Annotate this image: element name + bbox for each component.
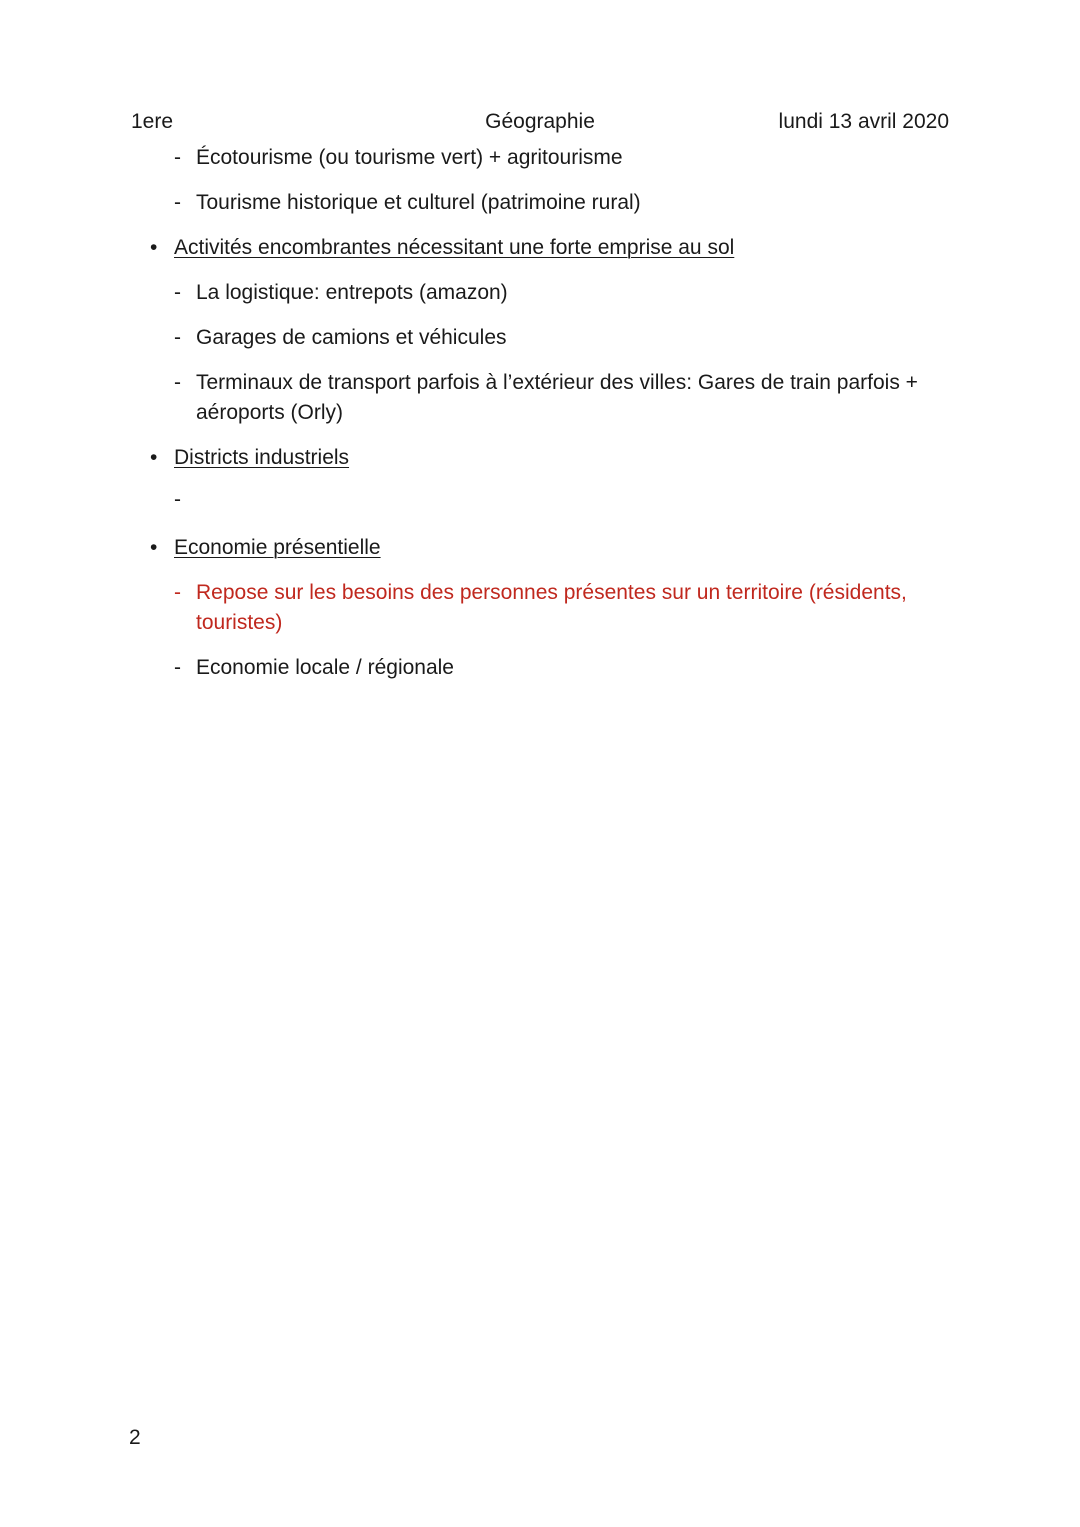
list-item-text: La logistique: entrepots (amazon) xyxy=(196,281,508,304)
dash-marker: - xyxy=(174,656,181,679)
section-heading-presential-economy xyxy=(150,533,381,563)
list-item-terminals xyxy=(174,368,954,428)
dash-marker: - xyxy=(174,371,181,394)
class-level: 1ere xyxy=(131,110,174,133)
list-item-local-economy xyxy=(174,653,954,683)
section-heading-text: Economie présentielle xyxy=(174,536,381,559)
bullet-marker: • xyxy=(150,236,158,259)
list-item-text: Repose sur les besoins des personnes présentes sur un territoire (résidents, touristes) xyxy=(196,581,907,634)
date: lundi 13 avril 2020 xyxy=(778,110,949,133)
list-item-text: Economie locale / régionale xyxy=(196,656,454,679)
dash-marker: - xyxy=(174,581,181,604)
section-heading-industrial-districts xyxy=(150,443,349,473)
dash-marker: - xyxy=(174,146,181,169)
dash-marker: - xyxy=(174,281,181,304)
dash-marker: - xyxy=(174,488,181,511)
dash-marker: - xyxy=(174,326,181,349)
list-item-empty xyxy=(174,485,954,515)
section-heading-bulky-activities xyxy=(150,233,734,263)
dash-marker: - xyxy=(174,191,181,214)
list-item-text: Terminaux de transport parfois à l’extérieur des villes: Gares de train parfois + aéroports (Orly) xyxy=(196,371,918,424)
list-item-text: Tourisme historique et culturel (patrimoine rural) xyxy=(196,191,641,214)
page-number: 2 xyxy=(129,1426,141,1449)
subject-title: Géographie xyxy=(485,110,595,133)
section-heading-text: Activités encombrantes nécessitant une forte emprise au sol xyxy=(174,236,735,259)
list-item-garages xyxy=(174,323,954,353)
section-heading-text: Districts industriels xyxy=(174,446,350,469)
list-item-text xyxy=(196,485,954,515)
bullet-marker: • xyxy=(150,446,158,469)
list-item-ecotourism xyxy=(174,143,954,173)
list-item-text: Écotourisme (ou tourisme vert) + agritourisme xyxy=(196,146,623,169)
bullet-marker: • xyxy=(150,536,158,559)
list-item-presential-definition xyxy=(174,578,954,638)
list-item-historic-tourism xyxy=(174,188,954,218)
list-item-text: Garages de camions et véhicules xyxy=(196,326,507,349)
list-item-logistics xyxy=(174,278,954,308)
